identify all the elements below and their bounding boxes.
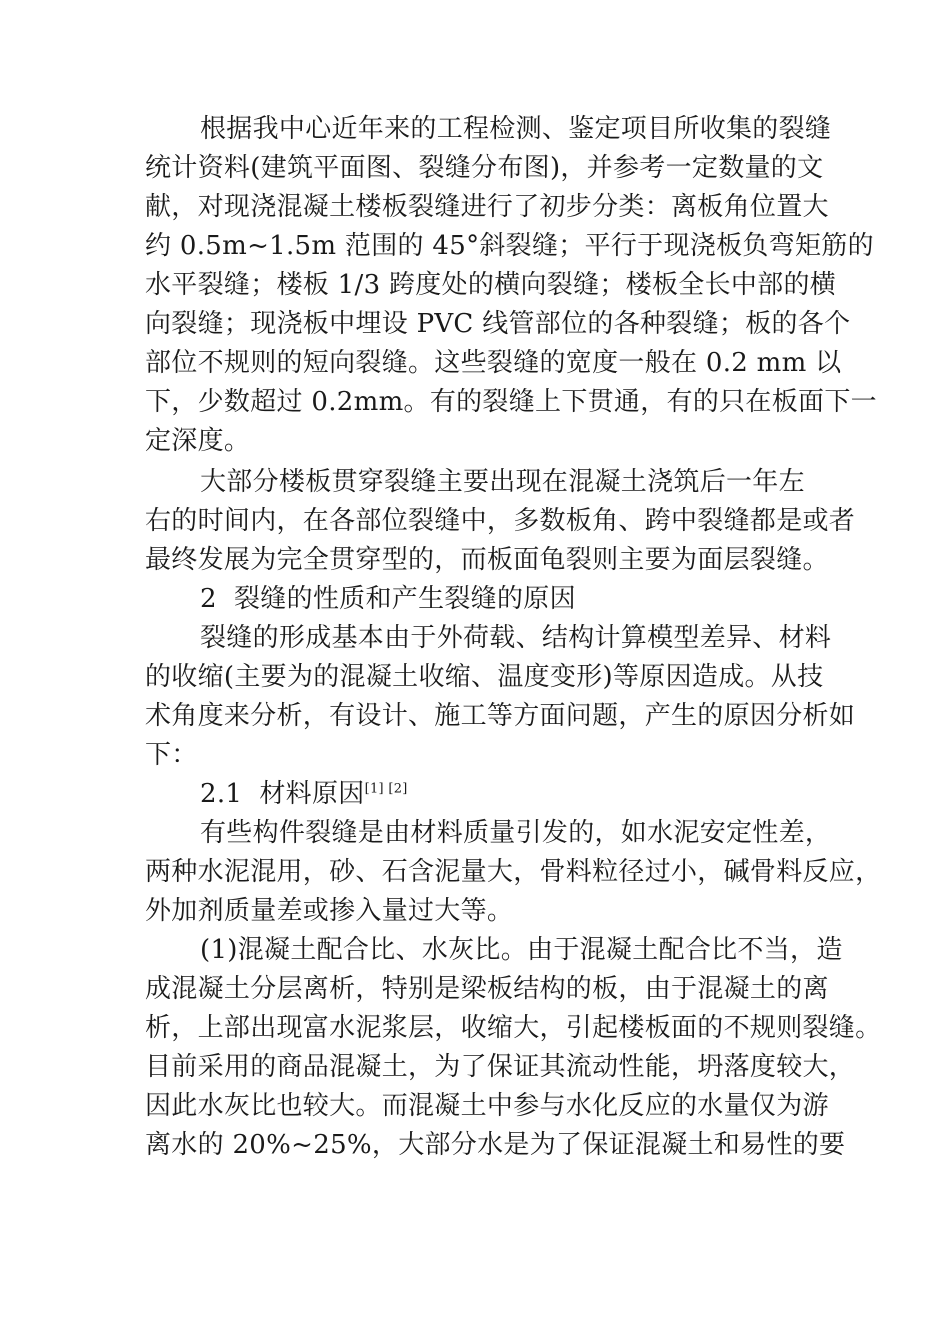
p4-line-1: 有些构件裂缝是由材料质量引发的，如水泥安定性差， bbox=[200, 818, 832, 848]
p1-line-4: 约 0.5m~1.5m 范围的 45°斜裂缝；平行于现浇板负弯矩筋的 bbox=[145, 231, 874, 261]
citation-refs: [1] [2] bbox=[364, 781, 408, 797]
p1-line-9: 定深度。 bbox=[145, 426, 251, 456]
p1-line-6: 向裂缝；现浇板中埋设 PVC 线管部位的各种裂缝；板的各个 bbox=[145, 309, 851, 339]
p1-line-7: 部位不规则的短向裂缝。这些裂缝的宽度一般在 0.2 mm 以 bbox=[145, 348, 842, 378]
p4-line-2: 两种水泥混用，砂、石含泥量大，骨料粒径过小，碱骨料反应， bbox=[145, 857, 882, 887]
section-heading-2-1 bbox=[200, 774, 408, 814]
p5-line-6: 离水的 20%~25%，大部分水是为了保证混凝土和易性的要 bbox=[145, 1130, 846, 1160]
p3-line-2: 的收缩(主要为的混凝土收缩、温度变形)等原因造成。从技 bbox=[145, 662, 824, 692]
p1-line-3: 献，对现浇混凝土楼板裂缝进行了初步分类：离板角位置大 bbox=[145, 192, 829, 222]
p1-line-8: 下，少数超过 0.2mm。有的裂缝上下贯通，有的只在板面下一 bbox=[145, 387, 877, 417]
p1-line-2: 统计资料(建筑平面图、裂缝分布图)，并参考一定数量的文 bbox=[145, 153, 824, 183]
p5-line-5: 因此水灰比也较大。而混凝土中参与水化反应的水量仅为游 bbox=[145, 1091, 829, 1121]
p1-line-1: 根据我中心近年来的工程检测、鉴定项目所收集的裂缝 bbox=[200, 114, 832, 144]
p2-line-2: 右的时间内，在各部位裂缝中，多数板角、跨中裂缝都是或者 bbox=[145, 506, 856, 536]
p4-line-3: 外加剂质量差或掺入量过大等。 bbox=[145, 896, 514, 926]
heading-2-1-text: 2.1 材料原因 bbox=[200, 779, 365, 809]
p5-line-3: 析，上部出现富水泥浆层，收缩大，引起楼板面的不规则裂缝。 bbox=[145, 1013, 882, 1043]
p3-line-3: 术角度来分析，有设计、施工等方面问题，产生的原因分析如 bbox=[145, 701, 856, 731]
p3-line-4: 下： bbox=[145, 740, 198, 770]
p5-line-2: 成混凝土分层离析，特别是梁板结构的板，由于混凝土的离 bbox=[145, 974, 829, 1004]
p2-line-3: 最终发展为完全贯穿型的，而板面龟裂则主要为面层裂缝。 bbox=[145, 545, 829, 575]
p5-line-4: 目前采用的商品混凝土，为了保证其流动性能，坍落度较大， bbox=[145, 1052, 856, 1082]
p1-line-5: 水平裂缝；楼板 1/3 跨度处的横向裂缝；楼板全长中部的横 bbox=[145, 270, 837, 300]
section-heading-2: 2 裂缝的性质和产生裂缝的原因 bbox=[200, 584, 576, 614]
p3-line-1: 裂缝的形成基本由于外荷载、结构计算模型差异、材料 bbox=[200, 623, 832, 653]
p5-line-1: (1)混凝土配合比、水灰比。由于混凝土配合比不当，造 bbox=[200, 935, 843, 965]
p2-line-1: 大部分楼板贯穿裂缝主要出现在混凝土浇筑后一年左 bbox=[200, 467, 805, 497]
